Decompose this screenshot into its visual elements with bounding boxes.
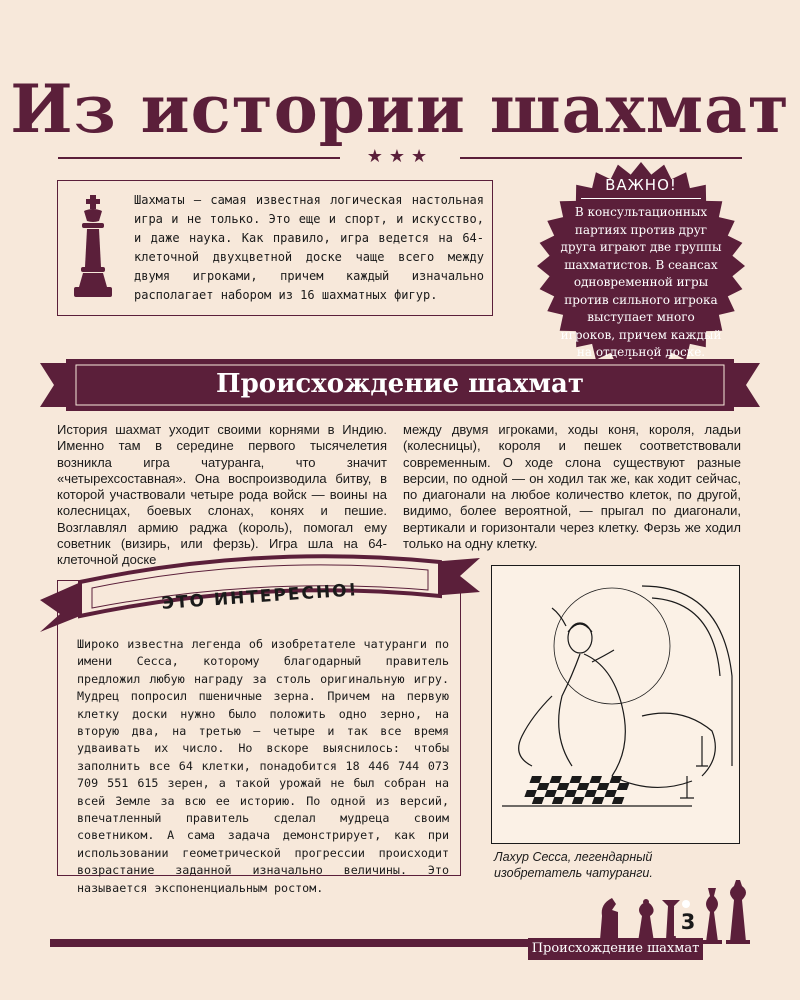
section-title: Происхождение шахмат xyxy=(216,369,584,399)
page-title: Из истории шахмат xyxy=(10,70,790,148)
sessa-drawing-icon xyxy=(492,566,740,844)
chess-king-icon xyxy=(70,195,116,303)
intro-text: Шахматы — самая известная логическая настольная игра и не только. Это еще и спорт, и искусство, и даже наука. Как правило, игра ведется на 64-клеточной двухцветной доске чаще всего между двумя игроками, причем каждый изначально располагает набором из 16 шахматных фигур. xyxy=(134,193,484,302)
page-number: 3 xyxy=(674,908,702,936)
section-text-right: между двумя игроками, ходы коня, короля, ладьи (колесницы), короля и пешек соответствовали современным. О ходе слона существуют разные версии, по одной — он ходил так же, как ходит сейчас, по диагонали на любое количество клеток, по другой, видимо, более вероятной, — прыгал по диагонали, вертикали и горизонтали через клетку. Ферзь же ходил только на одну клетку. xyxy=(403,422,741,552)
intro-box xyxy=(57,180,493,316)
sessa-illustration xyxy=(491,565,740,844)
important-badge xyxy=(521,160,761,372)
stars-icon: ★★★ xyxy=(366,146,434,166)
footer-label: Происхождение шахмат xyxy=(528,938,703,960)
badge-divider xyxy=(581,198,701,199)
illustration-caption: Лахур Сесса, легендарный изобретатель чатуранги. xyxy=(494,850,653,880)
badge-title: ВАЖНО! xyxy=(605,176,677,194)
interesting-title: ЭТО ИНТЕРЕСНО! xyxy=(160,580,360,614)
section-text-left: История шахмат уходит своими корнями в Индию. Именно там в середине первого тысячелетия возникла игра чатуранга, что значит «четырехсоставная». Она воспроизводила битву, в которой участвовали четыре рода войск — воины на колесницах, боевых слонах, конях и пешие. Возглавлял армию раджа (король), помогал ему советник (визирь, или ферзь). Игра шла на 64-клеточной доске xyxy=(57,422,387,568)
interesting-text: Широко известна легенда об изобретателе чатуранги по имени Сесса, которому благодарный правитель предложил любую награду за столь оригинальную игру. Мудрец попросил пшеничные зерна. Причем на первую клетку доски нужно было положить одно зерно, на вторую два, на третью — четыре и так все время удваивать их число. Но вскоре выяснилось: чтобы заполнить все 64 клетки, понадобится 18 446 744 073 709 551 615 зерен, а такой урожай не был собран на всей Земле за всю ее историю. По одной из версий, впечатленный правитель сделал мудреца своим советником. А сама задача демонстрирует, как при использовании геометрической прогрессии происходит возрастание заданной изначально величины. Это называется экспоненциальным ростом. xyxy=(77,637,449,895)
badge-text: В консультационных партиях против друг друга играют две группы шахматистов. В сеансах одновременной игры против сильного игрока выступает много игроков, причем каждый на отдельной доске. xyxy=(560,205,722,359)
